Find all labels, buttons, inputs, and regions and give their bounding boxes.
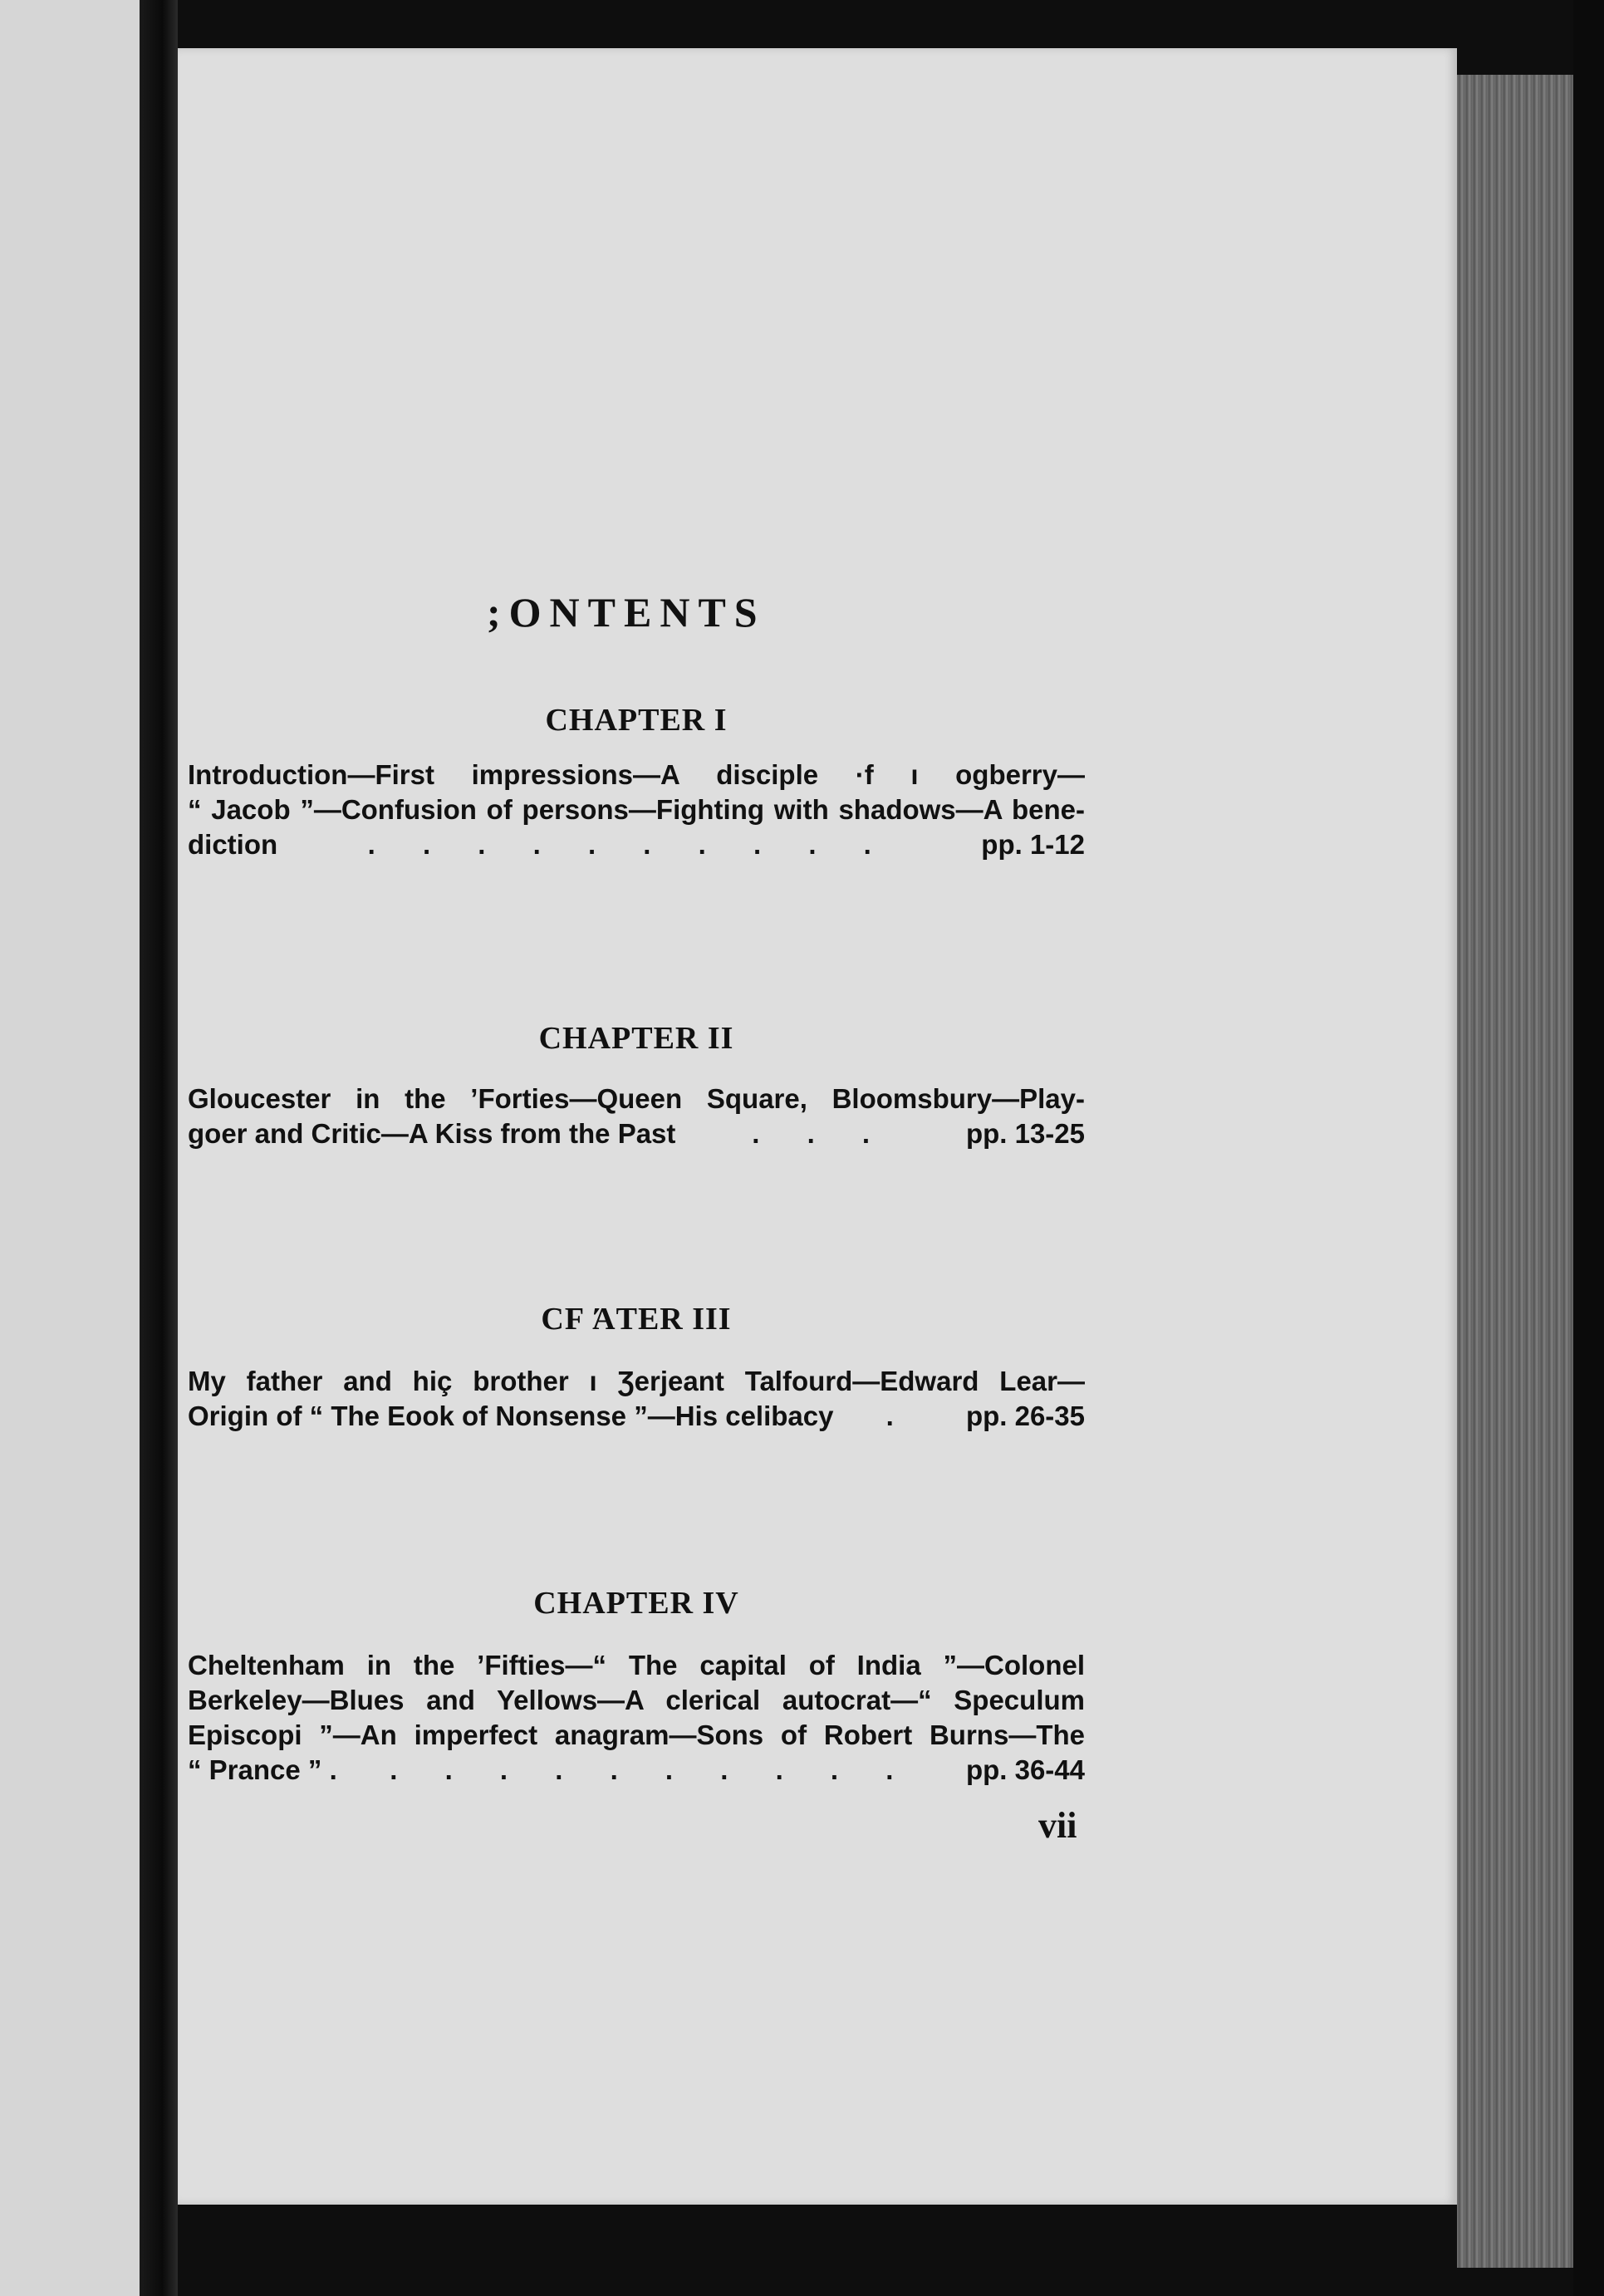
page-range: pp. 1-12 [981,829,1085,860]
scan-border [1573,0,1604,2296]
chapter-heading: CHAPTER I [545,703,728,738]
page-range: pp. 13-25 [965,1118,1085,1149]
summary-text: Origin of “ The Eook of Nonsense ”—His celibacy [188,1401,834,1431]
summary-last-line [188,827,1085,862]
summary-line: Episcopi ”—An imperfect anagram—Sons of Robert Burns—The [188,1720,1085,1750]
chapter-heading: CF ΆTER III [541,1302,732,1337]
leader-dots: . [885,1401,914,1431]
summary-line: “ Jacob ”—Confusion of persons—Fighting with shadows—A bene- [188,794,1085,825]
page-block-edge [1457,75,1573,2268]
summary-text: “ Prance ” . [188,1754,337,1785]
chapter-summary [188,1648,1085,1788]
chapter-summary [188,1364,1085,1434]
summary-line: Berkeley—Blues and Yellows—A clerical autocrat—“ Speculum [188,1685,1085,1715]
summary-last-line [188,1116,1085,1151]
summary-line: My father and hiç brother ı Ʒerjeant Talfourd—Edward Lear— [188,1366,1085,1396]
chapter-summary [188,758,1085,862]
chapter-heading: CHAPTER IV [533,1586,739,1621]
page-title: ;ONTENTS [487,589,766,635]
chapter-summary [188,1082,1085,1151]
summary-line: Cheltenham in the ’Fifties—“ The capital of India ”—Colonel [188,1650,1085,1680]
page-range: pp. 36-44 [965,1754,1085,1785]
page-range: pp. 26-35 [965,1401,1085,1431]
leader-dots: . . . . . . . . . . [390,1754,914,1785]
leader-dots: . . . [752,1118,890,1149]
page-number: vii [1038,1805,1077,1846]
summary-line: Gloucester in the ’Forties—Queen Square, Bloomsbury—Play- [188,1083,1085,1114]
summary-last-line [188,1753,1085,1788]
chapter-heading: CHAPTER II [538,1021,734,1056]
leader-dots: . . . . . . . . . . [367,829,891,860]
book-gutter [140,0,178,2296]
summary-line: Introduction—First impressions—A disciple ·f ı ogberry— [188,759,1085,790]
summary-text: diction [188,829,278,860]
summary-text: goer and Critic—A Kiss from the Past [188,1118,676,1149]
facing-page [0,0,140,2296]
summary-last-line [188,1399,1085,1434]
